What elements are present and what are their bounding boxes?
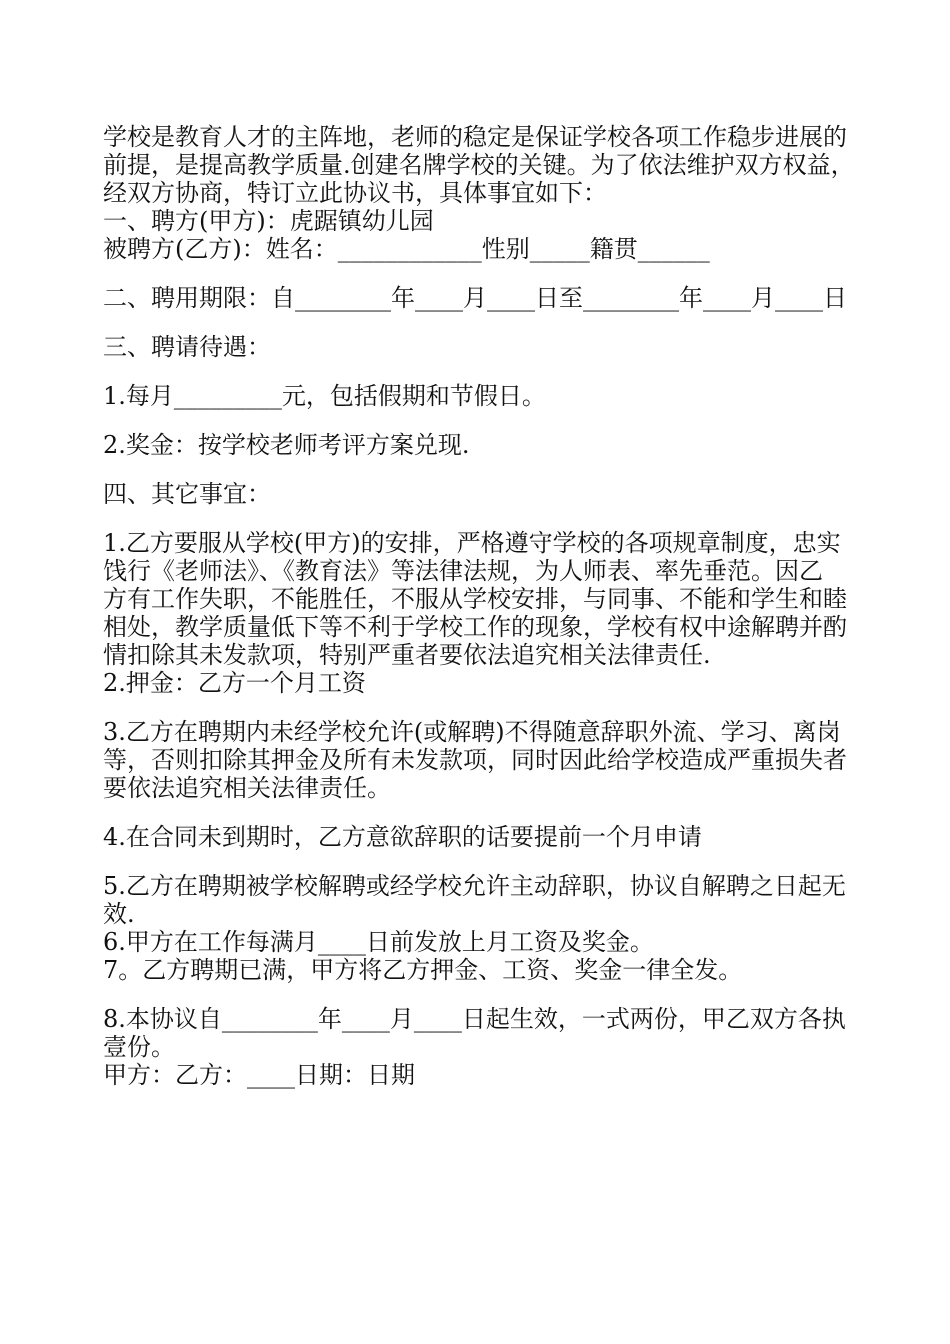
other-item-1-line-4: 相处，教学质量低下等不利于学校工作的现象，学校有权中途解聘并酌 (103, 613, 847, 641)
other-item-1-line-5: 情扣除其未发款项，特别严重者要依法追究相关法律责任. (103, 641, 711, 669)
intro-line-2: 前提，是提高教学质量.创建名牌学校的关键。为了依法维护双方权益， (103, 151, 855, 179)
other-item-3-line-1: 3.乙方在聘期内未经学校允许(或解聘)不得随意辞职外流、学习、离岗 (103, 718, 841, 746)
other-item-7: 7。乙方聘期已满，甲方将乙方押金、工资、奖金一律全发。 (103, 956, 743, 984)
signature-line: 甲方：乙方：____日期：日期 (103, 1061, 415, 1089)
spacer (103, 263, 863, 284)
spacer (103, 508, 863, 529)
other-item-4: 4.在合同未到期时，乙方意欲辞职的话要提前一个月申请 (103, 823, 702, 851)
section-heading-benefits: 三、聘请待遇： (103, 333, 271, 361)
other-item-6: 6.甲方在工作每满月____日前发放上月工资及奖金。 (103, 928, 654, 956)
spacer (103, 459, 863, 480)
other-item-2: 2.押金：乙方一个月工资 (103, 669, 366, 697)
spacer (103, 851, 863, 872)
spacer (103, 361, 863, 382)
other-item-1-line-3: 方有工作失职，不能胜任，不服从学校安排，与同事、不能和学生和睦 (103, 585, 847, 613)
other-item-5-line-2: 效. (103, 900, 135, 928)
spacer (103, 697, 863, 718)
employer-line: 一、聘方(甲方)：虎踞镇幼儿园 (103, 207, 434, 235)
employee-line: 被聘方(乙方)：姓名：____________性别_____籍贯______ (103, 235, 710, 263)
other-item-3-line-2: 等，否则扣除其押金及所有未发款项，同时因此给学校造成严重损失者 (103, 746, 847, 774)
intro-line-3: 经双方协商，特订立此协议书，具体事宜如下： (103, 179, 607, 207)
other-item-1-line-1: 1.乙方要服从学校(甲方)的安排，严格遵守学校的各项规章制度，忠实 (103, 529, 841, 557)
spacer (103, 802, 863, 823)
spacer (103, 984, 863, 1005)
other-item-8-line-1: 8.本协议自________年____月____日起生效，一式两份，甲乙双方各执 (103, 1005, 846, 1033)
agreement-document (103, 123, 863, 1089)
benefit-item-2: 2.奖金：按学校老师考评方案兑现. (103, 431, 470, 459)
section-heading-other: 四、其它事宜： (103, 480, 271, 508)
intro-line-1: 学校是教育人才的主阵地，老师的稳定是保证学校各项工作稳步进展的 (103, 123, 847, 151)
other-item-1-line-2: 饯行《老师法》、《教育法》等法律法规，为人师表、率先垂范。因乙 (103, 557, 823, 585)
spacer (103, 410, 863, 431)
spacer (103, 312, 863, 333)
other-item-3-line-3: 要依法追究相关法律责任。 (103, 774, 391, 802)
other-item-5-line-1: 5.乙方在聘期被学校解聘或经学校允许主动辞职，协议自解聘之日起无 (103, 872, 846, 900)
benefit-item-1: 1.每月_________元，包括假期和节假日。 (103, 382, 546, 410)
other-item-8-line-2: 壹份。 (103, 1033, 175, 1061)
term-line: 二、聘用期限：自________年____月____日至________年____月____日 (103, 284, 847, 312)
